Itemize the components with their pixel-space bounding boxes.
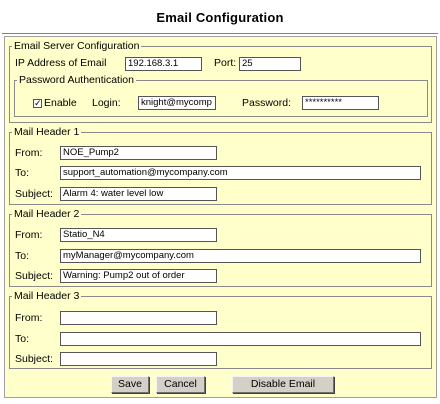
subject-input[interactable]: Alarm 4: water level low bbox=[60, 187, 217, 201]
to-label: To: bbox=[15, 250, 30, 262]
login-input[interactable]: knight@mycomp bbox=[138, 96, 216, 110]
mail-header-1-legend: Mail Header 1 bbox=[14, 126, 80, 138]
password-input[interactable]: ********** bbox=[302, 96, 379, 110]
page-title: Email Configuration bbox=[156, 10, 284, 25]
to-label: To: bbox=[15, 167, 30, 179]
cancel-button[interactable]: Cancel bbox=[156, 376, 205, 393]
enable-label: Enable bbox=[44, 97, 77, 109]
from-input[interactable]: NOE_Pump2 bbox=[60, 146, 217, 160]
to-input[interactable]: support_automation@mycompany.com bbox=[60, 166, 421, 180]
enable-checkbox[interactable]: ✓ bbox=[34, 98, 42, 108]
from-input[interactable] bbox=[60, 311, 217, 325]
subject-label: Subject: bbox=[15, 353, 53, 365]
ip-address-label: IP Address of Email bbox=[15, 57, 107, 69]
server-config-legend: Email Server Configuration bbox=[14, 40, 140, 52]
subject-input[interactable] bbox=[60, 352, 217, 366]
mail-header-3-legend: Mail Header 3 bbox=[14, 290, 80, 302]
to-input[interactable]: myManager@mycompany.com bbox=[60, 249, 421, 263]
from-label: From: bbox=[15, 147, 43, 159]
save-button[interactable]: Save bbox=[111, 376, 149, 393]
title-divider bbox=[2, 33, 438, 34]
password-auth-legend: Password Authentication bbox=[19, 74, 134, 86]
ip-address-input[interactable]: 192.168.3.1 bbox=[125, 57, 202, 71]
from-label: From: bbox=[15, 312, 43, 324]
to-input[interactable] bbox=[60, 332, 421, 346]
mail-header-2-legend: Mail Header 2 bbox=[14, 208, 80, 220]
login-label: Login: bbox=[92, 97, 121, 109]
subject-label: Subject: bbox=[15, 270, 53, 282]
subject-input[interactable]: Warning: Pump2 out of order bbox=[60, 269, 217, 283]
from-label: From: bbox=[15, 229, 43, 241]
password-label: Password: bbox=[242, 97, 292, 109]
from-input[interactable]: Statio_N4 bbox=[60, 228, 217, 242]
disable-email-button[interactable]: Disable Email bbox=[232, 376, 334, 393]
port-label: Port: bbox=[214, 57, 237, 69]
port-input[interactable]: 25 bbox=[239, 57, 301, 71]
to-label: To: bbox=[15, 333, 30, 345]
subject-label: Subject: bbox=[15, 188, 53, 200]
